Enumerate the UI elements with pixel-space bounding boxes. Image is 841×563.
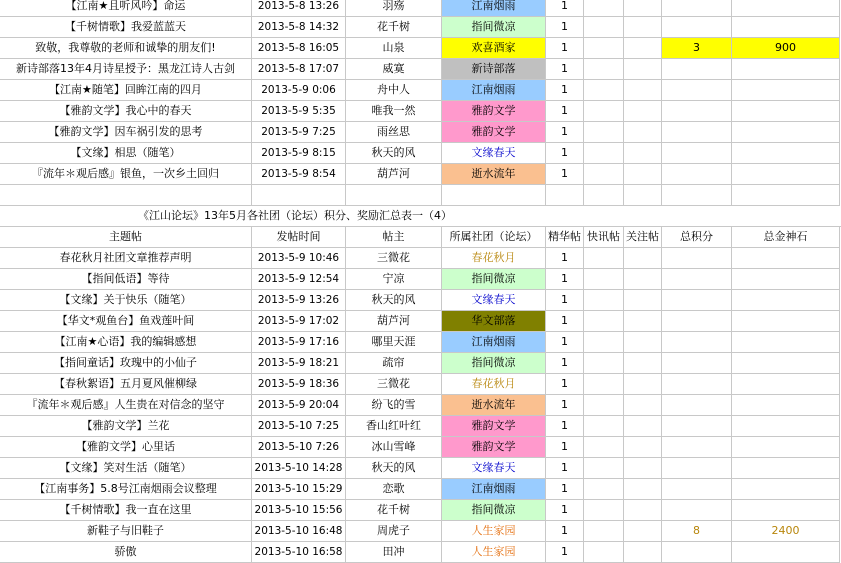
date-cell[interactable]: 2013-5-8 13:26 — [252, 0, 346, 17]
author-cell[interactable]: 舟中人 — [346, 80, 442, 101]
empty-cell[interactable] — [662, 185, 732, 206]
title-cell[interactable]: 【江南★随笔】回眸江南的四月 — [0, 80, 252, 101]
author-cell[interactable]: 山泉 — [346, 38, 442, 59]
kuaixun-cell[interactable] — [584, 542, 624, 563]
guanzhu-cell[interactable] — [624, 542, 662, 563]
author-cell[interactable]: 花千树 — [346, 17, 442, 38]
score-cell[interactable] — [662, 248, 732, 269]
kuaixun-cell[interactable] — [584, 521, 624, 542]
date-cell[interactable]: 2013-5-8 14:32 — [252, 17, 346, 38]
score-cell[interactable] — [662, 290, 732, 311]
column-header[interactable]: 发帖时间 — [252, 227, 346, 248]
date-cell[interactable]: 2013-5-9 10:46 — [252, 248, 346, 269]
jinghua-cell[interactable]: 1 — [546, 500, 584, 521]
score-cell[interactable] — [662, 416, 732, 437]
club-cell[interactable]: 指间微凉 — [442, 500, 546, 521]
author-cell[interactable]: 葫芦河 — [346, 311, 442, 332]
jinghua-cell[interactable]: 1 — [546, 311, 584, 332]
title-cell[interactable]: 【千树情歌】我爱蓝蓝天 — [0, 17, 252, 38]
guanzhu-cell[interactable] — [624, 122, 662, 143]
score-cell[interactable] — [662, 122, 732, 143]
author-cell[interactable]: 宁凉 — [346, 269, 442, 290]
date-cell[interactable]: 2013-5-10 16:48 — [252, 521, 346, 542]
title-cell[interactable]: 春花秋月社团文章推荐声明 — [0, 248, 252, 269]
title-cell[interactable]: 骄傲 — [0, 542, 252, 563]
kuaixun-cell[interactable] — [584, 353, 624, 374]
kuaixun-cell[interactable] — [584, 437, 624, 458]
title-cell[interactable]: 【千树情歌】我一直在这里 — [0, 500, 252, 521]
date-cell[interactable]: 2013-5-9 18:36 — [252, 374, 346, 395]
author-cell[interactable]: 田冲 — [346, 542, 442, 563]
guanzhu-cell[interactable] — [624, 332, 662, 353]
guanzhu-cell[interactable] — [624, 479, 662, 500]
score-cell[interactable] — [662, 0, 732, 17]
empty-cell[interactable] — [624, 185, 662, 206]
table-row — [0, 353, 841, 374]
table-row — [0, 80, 841, 101]
title-cell[interactable]: 新鞋子与旧鞋子 — [0, 521, 252, 542]
date-cell[interactable]: 2013-5-9 7:25 — [252, 122, 346, 143]
kuaixun-cell[interactable] — [584, 80, 624, 101]
jinghua-cell[interactable]: 1 — [546, 458, 584, 479]
date-cell[interactable]: 2013-5-9 13:26 — [252, 290, 346, 311]
stones-cell[interactable] — [732, 80, 840, 101]
table-row — [0, 38, 841, 59]
score-cell[interactable] — [662, 332, 732, 353]
jinghua-cell[interactable]: 1 — [546, 143, 584, 164]
score-cell[interactable] — [662, 500, 732, 521]
guanzhu-cell[interactable] — [624, 38, 662, 59]
score-cell[interactable] — [662, 311, 732, 332]
jinghua-cell[interactable]: 1 — [546, 374, 584, 395]
jinghua-cell[interactable]: 1 — [546, 122, 584, 143]
title-cell[interactable]: 【文缘】笑对生活（随笔） — [0, 458, 252, 479]
title-cell[interactable]: 『流年＊观后感』银鱼，一次乡土回归 — [0, 164, 252, 185]
club-cell[interactable]: 指间微凉 — [442, 17, 546, 38]
author-cell[interactable]: 花千树 — [346, 500, 442, 521]
empty-cell[interactable] — [252, 185, 346, 206]
date-cell[interactable]: 2013-5-9 17:02 — [252, 311, 346, 332]
column-header[interactable]: 帖主 — [346, 227, 442, 248]
title-cell[interactable]: 【华文*观鱼台】鱼戏莲叶间 — [0, 311, 252, 332]
table-row — [0, 143, 841, 164]
kuaixun-cell[interactable] — [584, 479, 624, 500]
score-cell[interactable] — [662, 437, 732, 458]
title-cell[interactable]: 【雅韵文学】我心中的春天 — [0, 101, 252, 122]
jinghua-cell[interactable]: 1 — [546, 164, 584, 185]
title-cell[interactable]: 『流年＊观后感』人生贵在对信念的坚守 — [0, 395, 252, 416]
club-cell[interactable]: 春花秋月 — [442, 248, 546, 269]
jinghua-cell[interactable]: 1 — [546, 0, 584, 17]
kuaixun-cell[interactable] — [584, 395, 624, 416]
author-cell[interactable]: 羽殇 — [346, 0, 442, 17]
title-cell[interactable]: 【指间低语】等待 — [0, 269, 252, 290]
kuaixun-cell[interactable] — [584, 311, 624, 332]
score-cell[interactable] — [662, 17, 732, 38]
guanzhu-cell[interactable] — [624, 290, 662, 311]
author-cell[interactable]: 威寞 — [346, 59, 442, 80]
stones-cell[interactable] — [732, 290, 840, 311]
score-cell[interactable] — [662, 395, 732, 416]
date-cell[interactable]: 2013-5-10 7:26 — [252, 437, 346, 458]
club-cell[interactable]: 文缘春天 — [442, 143, 546, 164]
kuaixun-cell[interactable] — [584, 500, 624, 521]
kuaixun-cell[interactable] — [584, 269, 624, 290]
guanzhu-cell[interactable] — [624, 143, 662, 164]
date-cell[interactable]: 2013-5-10 16:58 — [252, 542, 346, 563]
jinghua-cell[interactable]: 1 — [546, 80, 584, 101]
author-cell[interactable]: 雨丝思 — [346, 122, 442, 143]
score-cell[interactable] — [662, 101, 732, 122]
stones-cell[interactable] — [732, 416, 840, 437]
stones-cell[interactable] — [732, 248, 840, 269]
date-cell[interactable]: 2013-5-10 14:28 — [252, 458, 346, 479]
column-header[interactable]: 总积分 — [662, 227, 732, 248]
club-cell[interactable]: 江南烟雨 — [442, 479, 546, 500]
guanzhu-cell[interactable] — [624, 521, 662, 542]
column-header[interactable]: 关注帖 — [624, 227, 662, 248]
kuaixun-cell[interactable] — [584, 416, 624, 437]
stones-cell[interactable]: 2400 — [732, 521, 840, 542]
author-cell[interactable]: 秋天的风 — [346, 143, 442, 164]
stones-cell[interactable] — [732, 269, 840, 290]
date-cell[interactable]: 2013-5-9 0:06 — [252, 80, 346, 101]
date-cell[interactable]: 2013-5-9 17:16 — [252, 332, 346, 353]
score-cell[interactable] — [662, 80, 732, 101]
score-cell[interactable] — [662, 458, 732, 479]
club-cell[interactable]: 指间微凉 — [442, 269, 546, 290]
guanzhu-cell[interactable] — [624, 374, 662, 395]
title-cell[interactable]: 【雅韵文学】因车祸引发的思考 — [0, 122, 252, 143]
kuaixun-cell[interactable] — [584, 101, 624, 122]
kuaixun-cell[interactable] — [584, 143, 624, 164]
empty-cell[interactable] — [346, 185, 442, 206]
club-cell[interactable]: 新诗部落 — [442, 59, 546, 80]
jinghua-cell[interactable]: 1 — [546, 269, 584, 290]
title-cell[interactable]: 致敬，我尊敬的老师和诚挚的朋友们! — [0, 38, 252, 59]
date-cell[interactable]: 2013-5-9 5:35 — [252, 101, 346, 122]
club-cell[interactable]: 江南烟雨 — [442, 80, 546, 101]
club-cell[interactable]: 雅韵文学 — [442, 122, 546, 143]
empty-cell[interactable] — [0, 185, 252, 206]
club-cell[interactable]: 指间微凉 — [442, 353, 546, 374]
author-cell[interactable]: 恋歌 — [346, 479, 442, 500]
jinghua-cell[interactable]: 1 — [546, 332, 584, 353]
jinghua-cell[interactable]: 1 — [546, 437, 584, 458]
guanzhu-cell[interactable] — [624, 0, 662, 17]
stones-cell[interactable] — [732, 122, 840, 143]
title-cell[interactable]: 【江南事务】5.8号江南烟雨会议整理 — [0, 479, 252, 500]
date-cell[interactable]: 2013-5-9 18:21 — [252, 353, 346, 374]
author-cell[interactable]: 秋天的风 — [346, 458, 442, 479]
table-row — [0, 374, 841, 395]
guanzhu-cell[interactable] — [624, 164, 662, 185]
author-cell[interactable]: 周虎子 — [346, 521, 442, 542]
date-cell[interactable]: 2013-5-9 8:54 — [252, 164, 346, 185]
table-row — [0, 500, 841, 521]
kuaixun-cell[interactable] — [584, 164, 624, 185]
score-cell[interactable]: 8 — [662, 521, 732, 542]
score-cell[interactable] — [662, 353, 732, 374]
jinghua-cell[interactable]: 1 — [546, 290, 584, 311]
club-cell[interactable]: 春花秋月 — [442, 374, 546, 395]
kuaixun-cell[interactable] — [584, 458, 624, 479]
author-cell[interactable]: 疏帘 — [346, 353, 442, 374]
author-cell[interactable]: 冰山雪峰 — [346, 437, 442, 458]
date-cell[interactable]: 2013-5-8 17:07 — [252, 59, 346, 80]
title-cell[interactable]: 【文缘】相思（随笔） — [0, 143, 252, 164]
club-cell[interactable]: 文缘春天 — [442, 290, 546, 311]
stones-cell[interactable]: 900 — [732, 38, 840, 59]
header-row — [0, 227, 841, 248]
blank-row — [0, 185, 841, 206]
kuaixun-cell[interactable] — [584, 332, 624, 353]
title-cell[interactable]: 【江南★心语】我的编辑感想 — [0, 332, 252, 353]
score-cell[interactable] — [662, 164, 732, 185]
club-cell[interactable]: 雅韵文学 — [442, 437, 546, 458]
guanzhu-cell[interactable] — [624, 395, 662, 416]
jinghua-cell[interactable]: 1 — [546, 101, 584, 122]
table-row — [0, 122, 841, 143]
jinghua-cell[interactable]: 1 — [546, 542, 584, 563]
kuaixun-cell[interactable] — [584, 17, 624, 38]
guanzhu-cell[interactable] — [624, 500, 662, 521]
stones-cell[interactable] — [732, 542, 840, 563]
column-header[interactable]: 快讯帖 — [584, 227, 624, 248]
table-row — [0, 17, 841, 38]
column-header[interactable]: 所属社团（论坛） — [442, 227, 546, 248]
kuaixun-cell[interactable] — [584, 290, 624, 311]
table-row — [0, 59, 841, 80]
column-header[interactable]: 主题帖 — [0, 227, 252, 248]
club-cell[interactable]: 江南烟雨 — [442, 332, 546, 353]
guanzhu-cell[interactable] — [624, 248, 662, 269]
stones-cell[interactable] — [732, 311, 840, 332]
club-cell[interactable]: 人生家园 — [442, 521, 546, 542]
guanzhu-cell[interactable] — [624, 101, 662, 122]
score-cell[interactable]: 3 — [662, 38, 732, 59]
empty-cell[interactable] — [442, 185, 546, 206]
empty-cell[interactable] — [546, 185, 584, 206]
date-cell[interactable]: 2013-5-10 7:25 — [252, 416, 346, 437]
table-row — [0, 332, 841, 353]
score-cell[interactable] — [662, 59, 732, 80]
title-cell[interactable]: 【春秋絮语】五月夏风催柳绿 — [0, 374, 252, 395]
club-cell[interactable]: 人生家园 — [442, 542, 546, 563]
date-cell[interactable]: 2013-5-9 20:04 — [252, 395, 346, 416]
author-cell[interactable]: 秋天的风 — [346, 290, 442, 311]
section-title[interactable]: 《江山论坛》13年5月各社团（论坛）积分、奖励汇总表一（4） — [0, 206, 841, 227]
column-header[interactable]: 总金神石 — [732, 227, 840, 248]
guanzhu-cell[interactable] — [624, 437, 662, 458]
jinghua-cell[interactable]: 1 — [546, 479, 584, 500]
guanzhu-cell[interactable] — [624, 17, 662, 38]
stones-cell[interactable] — [732, 164, 840, 185]
table-row — [0, 248, 841, 269]
kuaixun-cell[interactable] — [584, 248, 624, 269]
author-cell[interactable]: 葫芦河 — [346, 164, 442, 185]
club-cell[interactable]: 雅韵文学 — [442, 416, 546, 437]
table-row — [0, 290, 841, 311]
jinghua-cell[interactable]: 1 — [546, 521, 584, 542]
club-cell[interactable]: 江南烟雨 — [442, 0, 546, 17]
table-row — [0, 542, 841, 563]
author-cell[interactable]: 香山红叶红 — [346, 416, 442, 437]
title-cell[interactable]: 【指间童话】玫瑰中的小仙子 — [0, 353, 252, 374]
guanzhu-cell[interactable] — [624, 416, 662, 437]
empty-cell[interactable] — [584, 185, 624, 206]
jinghua-cell[interactable]: 1 — [546, 416, 584, 437]
author-cell[interactable]: 三微花 — [346, 248, 442, 269]
score-cell[interactable] — [662, 542, 732, 563]
jinghua-cell[interactable]: 1 — [546, 395, 584, 416]
stones-cell[interactable] — [732, 143, 840, 164]
table-row — [0, 0, 841, 17]
section-title-row — [0, 206, 841, 227]
table-row — [0, 101, 841, 122]
stones-cell[interactable] — [732, 353, 840, 374]
score-cell[interactable] — [662, 269, 732, 290]
club-cell[interactable]: 华文部落 — [442, 311, 546, 332]
stones-cell[interactable] — [732, 395, 840, 416]
score-cell[interactable] — [662, 374, 732, 395]
jinghua-cell[interactable]: 1 — [546, 59, 584, 80]
jinghua-cell[interactable]: 1 — [546, 38, 584, 59]
table-row — [0, 437, 841, 458]
author-cell[interactable]: 唯我一然 — [346, 101, 442, 122]
title-cell[interactable]: 【雅韵文学】兰花 — [0, 416, 252, 437]
stones-cell[interactable] — [732, 332, 840, 353]
table-row — [0, 395, 841, 416]
guanzhu-cell[interactable] — [624, 80, 662, 101]
stones-cell[interactable] — [732, 17, 840, 38]
empty-cell[interactable] — [732, 185, 840, 206]
kuaixun-cell[interactable] — [584, 59, 624, 80]
jinghua-cell[interactable]: 1 — [546, 17, 584, 38]
jinghua-cell[interactable]: 1 — [546, 353, 584, 374]
stones-cell[interactable] — [732, 59, 840, 80]
title-cell[interactable]: 【雅韵文学】心里话 — [0, 437, 252, 458]
kuaixun-cell[interactable] — [584, 0, 624, 17]
kuaixun-cell[interactable] — [584, 122, 624, 143]
table-row — [0, 458, 841, 479]
date-cell[interactable]: 2013-5-10 15:56 — [252, 500, 346, 521]
author-cell[interactable]: 三微花 — [346, 374, 442, 395]
guanzhu-cell[interactable] — [624, 269, 662, 290]
guanzhu-cell[interactable] — [624, 311, 662, 332]
kuaixun-cell[interactable] — [584, 38, 624, 59]
score-cell[interactable] — [662, 143, 732, 164]
club-cell[interactable]: 欢喜酒家 — [442, 38, 546, 59]
table-row — [0, 164, 841, 185]
column-header[interactable]: 精华帖 — [546, 227, 584, 248]
club-cell[interactable]: 文缘春天 — [442, 458, 546, 479]
date-cell[interactable]: 2013-5-8 16:05 — [252, 38, 346, 59]
title-cell[interactable]: 【文缘】关于快乐（随笔） — [0, 290, 252, 311]
guanzhu-cell[interactable] — [624, 353, 662, 374]
table-row — [0, 521, 841, 542]
title-cell[interactable]: 【江南★且听风吟】命运 — [0, 0, 252, 17]
stones-cell[interactable] — [732, 0, 840, 17]
table-row — [0, 269, 841, 290]
stones-cell[interactable] — [732, 374, 840, 395]
guanzhu-cell[interactable] — [624, 458, 662, 479]
club-cell[interactable]: 雅韵文学 — [442, 101, 546, 122]
table-row — [0, 479, 841, 500]
stones-cell[interactable] — [732, 500, 840, 521]
club-cell[interactable]: 逝水流年 — [442, 164, 546, 185]
date-cell[interactable]: 2013-5-9 8:15 — [252, 143, 346, 164]
table-row — [0, 311, 841, 332]
stones-cell[interactable] — [732, 479, 840, 500]
author-cell[interactable]: 哪里天涯 — [346, 332, 442, 353]
jinghua-cell[interactable]: 1 — [546, 248, 584, 269]
stones-cell[interactable] — [732, 458, 840, 479]
stones-cell[interactable] — [732, 101, 840, 122]
kuaixun-cell[interactable] — [584, 374, 624, 395]
table-row — [0, 416, 841, 437]
guanzhu-cell[interactable] — [624, 59, 662, 80]
date-cell[interactable]: 2013-5-9 12:54 — [252, 269, 346, 290]
club-cell[interactable]: 逝水流年 — [442, 395, 546, 416]
score-cell[interactable] — [662, 479, 732, 500]
date-cell[interactable]: 2013-5-10 15:29 — [252, 479, 346, 500]
stones-cell[interactable] — [732, 437, 840, 458]
author-cell[interactable]: 纷飞的雪 — [346, 395, 442, 416]
title-cell[interactable]: 新诗部落13年4月诗星授予：黑龙江诗人古剑 — [0, 59, 252, 80]
